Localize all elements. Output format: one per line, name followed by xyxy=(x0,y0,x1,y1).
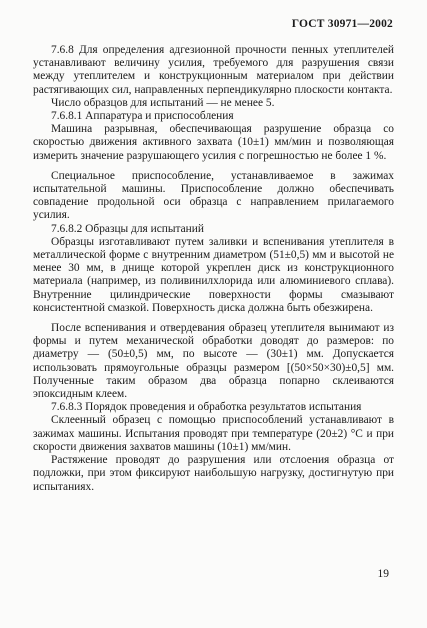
document-body xyxy=(33,44,394,494)
paragraph-specimens: Образцы изготавливают путем заливки и вспенивания утеплителя в металлической форме с внутренним диаметром (51±0,5) мм и высотой не менее 30 мм, в днище которой укреплен диск из конструкционного материала (например, из поливинилхлорида или алюминиевого сплава). Внутренние цилиндрические поверхности формы смазывают консистентной смазкой. Поверхность диска должна быть обезжирена. xyxy=(33,235,394,314)
section-heading-7-6-8-1: 7.6.8.1 Аппаратура и приспособления xyxy=(51,110,234,123)
document-header: ГОСТ 30971—2002 xyxy=(291,18,393,30)
paragraph-procedure: Склеенный образец с помощью приспособлений устанавливают в зажимах машины. Испытания проводят при температуре (20±2) °С и при скорости движения захватов машины (10±1) мм/мин. xyxy=(33,414,394,453)
paragraph-fixture: Специальное приспособление, устанавливаемое в зажимах испытательной машины. Приспособление должно обеспечивать совпадение продольной оси образца с направлением прилагаемого усилия. xyxy=(33,169,394,222)
paragraph-7-6-8: 7.6.8 Для определения адгезионной прочности пенных утеплителей устанавливают величину усилия, требуемого для разрушения связи между утеплителем и конструкционным материалом при действии растягивающих сил, направленных перпендикулярно плоскости контакта. xyxy=(33,44,394,96)
paragraph-sample-count: Число образцов для испытаний — не менее 5. xyxy=(51,96,275,109)
section-heading-7-6-8-3: 7.6.8.3 Порядок проведения и обработка результатов испытания xyxy=(51,401,362,414)
section-heading-7-6-8-2: 7.6.8.2 Образцы для испытаний xyxy=(51,222,204,235)
paragraph-tension: Растяжение проводят до разрушения или отслоения образца от подложки, при этом фиксируют наибольшую нагрузку, достигнутую при испытаниях. xyxy=(33,454,394,493)
page-number: 19 xyxy=(377,568,389,580)
paragraph-machining: После вспенивания и отвердевания образец утеплителя вынимают из формы и путем механической обработки доводят до размеров: по диаметру — (50±0,5) мм, по высоте — (30±1) мм. Допускается использовать прямоугольные образцы размером [(50×50×30)±0,5] мм. Полученные таким образом два образца попарно склеиваются эпоксидным клеем. xyxy=(33,322,394,401)
paragraph-machine: Машина разрывная, обеспечивающая разрушение образца со скоростью движения активного захвата (10±1) мм/мин и позволяющая измерить значение разрушающего усилия с погрешностью не более 1 %. xyxy=(33,123,394,162)
